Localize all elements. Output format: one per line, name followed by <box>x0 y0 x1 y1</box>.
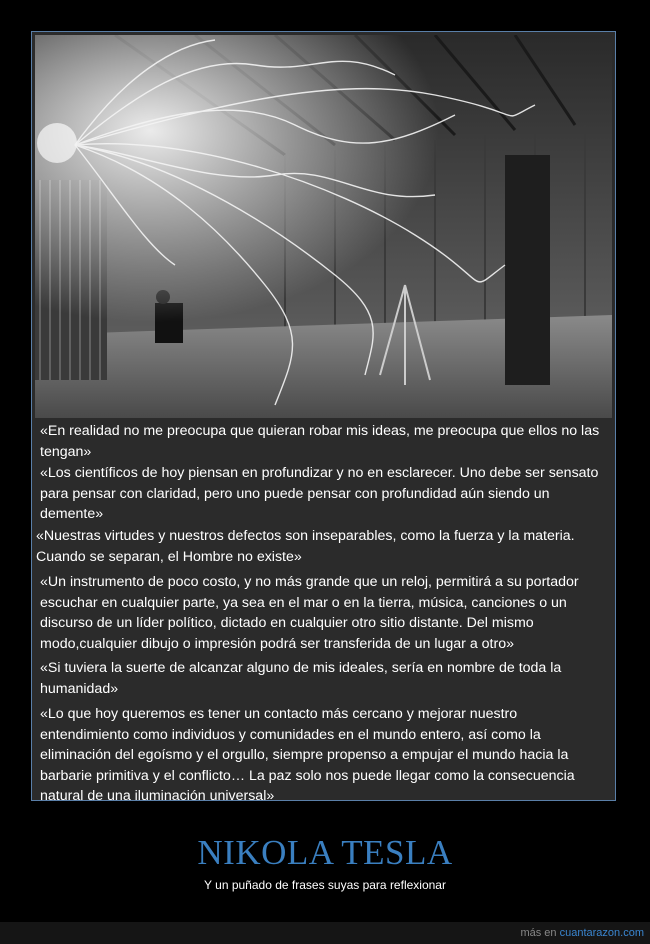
tesla-lab-photo <box>35 35 612 418</box>
footer-credit <box>520 927 644 939</box>
poster-title: NIKOLA TESLA <box>197 833 453 872</box>
quote-2: «Los científicos de hoy piensan en profundizar y no en esclarecer. Uno debe ser sensato para pensar con claridad, pero uno puede pensar con profundidad aún siendo un demente» <box>40 465 599 523</box>
quote-3: «Nuestras virtudes y nuestros defectos son inseparables, como la fuerza y la materia. Cuando se separan, el Hombre no existe» <box>36 528 575 565</box>
quote-5: «Si tuviera la suerte de alcanzar alguno de mis ideales, sería en nombre de toda la humanidad» <box>40 660 562 697</box>
poster-frame <box>31 31 616 805</box>
footer-bar <box>0 922 650 944</box>
poster-subtitle: Y un puñado de frases suyas para reflexionar <box>204 878 446 892</box>
quote-4: «Un instrumento de poco costo, y no más grande que un reloj, permitirá a su portador escuchar en cualquier parte, ya sea en el mar o en la tierra, música, canciones o un discurso de un líder político, dictado en cualquier otro sitio distante. Del mismo modo,cualquier dibujo o impresión podrá ser transferida de un lugar a otro» <box>40 574 579 652</box>
site-link[interactable]: cuantarazon.com <box>559 927 644 939</box>
footer-prefix: más en <box>520 927 557 939</box>
quote-6: «Lo que hoy queremos es tener un contacto más cercano y mejorar nuestro entendimiento como individuos y comunidades en el mundo entero, así como la eliminación del egoísmo y el orgullo, siempre propenso a empujar el mundo hacia la barbarie primitiva y el conflicto… La paz solo nos puede llegar como la consecuencia natural de una iluminación universal» <box>40 706 575 805</box>
quote-1: «En realidad no me preocupa que quieran robar mis ideas, me preocupa que ellos no las tengan» <box>40 423 600 460</box>
